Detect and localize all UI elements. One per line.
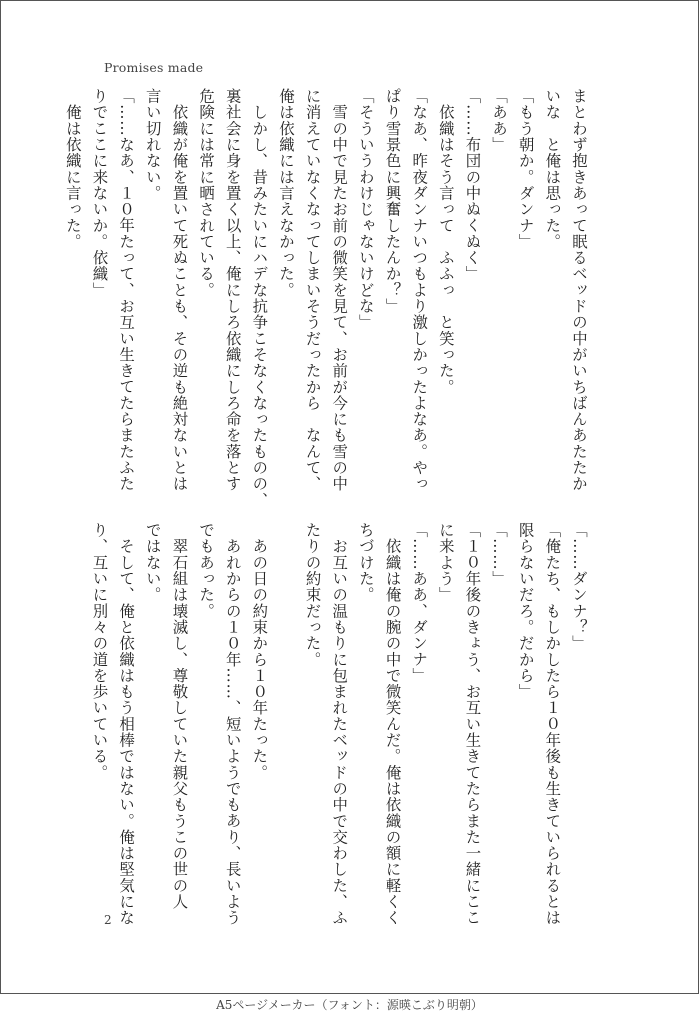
text-line: 「……ダンナ？」 (570, 522, 588, 652)
text-line: 「……ああ、ダンナ」 (410, 522, 429, 684)
footer-caption: A5ページメーカー（フォント：源暎こぶり明朝） (216, 998, 483, 1012)
text-line: 裏社会に身を置く以上、俺にしろ依織にしろ命を落とす (223, 88, 242, 492)
text-line: 依織は俺の腕の中で微笑んだ。俺は依織の額に軽くく (383, 522, 402, 926)
text-line: ぱり雪景色に興奮したんか？」 (383, 88, 402, 315)
text-line: たりの約束だった。 (303, 522, 322, 668)
running-header: Promises made (104, 60, 204, 75)
text-line: あの日の約束から１０年たった。 (250, 522, 269, 781)
text-line: 翠石組は壊滅し、尊敬していた親父もうこの世の人 (170, 522, 189, 910)
text-line: ちづけた。 (356, 522, 375, 603)
text-line: 言い切れない。 (143, 88, 162, 202)
text-line: 「１０年後のきょう、お互い生きてたらまた一緒にここ (463, 522, 482, 926)
text-line: に来よう」 (436, 522, 455, 603)
text-line: に消えていなくなってしまいそうだったから なんて、 (303, 88, 322, 492)
text-line: 「……」 (490, 522, 509, 587)
lower-text-block (90, 522, 592, 926)
text-line: り、互いに別々の道を歩いている。 (90, 522, 109, 781)
text-line: 依織はそう言って ふふっ と笑った。 (436, 88, 455, 395)
text-line: でもあった。 (197, 522, 216, 619)
text-line: 俺は依織には言えなかった。 (276, 88, 295, 298)
text-line: あれからの１０年……、短いようでもあり、長いよう (223, 522, 242, 926)
text-line: 依織が俺を置いて死ぬことも、その逆も絶対ないとは (170, 88, 189, 492)
upper-text-block (63, 88, 592, 508)
text-line: 限らないだろ。だから」 (516, 522, 535, 700)
text-line: まとわず抱きあって眠るベッドの中がいちばんあたたか (570, 88, 588, 492)
text-line: ではない。 (143, 522, 162, 603)
text-line: そして、俺と依織はもう相棒ではない。俺は堅気にな (117, 522, 136, 926)
text-line: 危険には常に晒されている。 (197, 88, 216, 298)
text-line: 「そういうわけじゃないけどな」 (356, 88, 375, 331)
text-line: 「もう朝か。ダンナ」 (516, 88, 535, 250)
text-line: 雪の中で見たお前の微笑を見て、お前が今にも雪の中 (330, 88, 349, 492)
text-line: 「ああ」 (490, 88, 509, 153)
text-line: 俺は依織に言った。 (63, 88, 82, 250)
text-line: りでここに来ないか。依織」 (90, 88, 109, 298)
text-line: お互いの温もりに包まれたベッドの中で交わした、ふ (330, 522, 349, 926)
text-line: 「俺たち、もしかしたら１０年後も生きていられるとは (543, 522, 562, 926)
text-line: いな と俺は思った。 (543, 88, 562, 250)
text-line: しかし、昔みたいにハデな抗争こそなくなったものの、 (250, 88, 269, 508)
text-line: 「……なあ、１０年たって、お互い生きてたらまたふた (117, 88, 136, 492)
text-line: 「……布団の中ぬくぬく」 (463, 88, 482, 282)
page-number: 2 (104, 913, 112, 927)
text-line (272, 522, 299, 907)
text-line: 「なあ、昨夜ダンナいつもより激しかったよなあ。やっ (410, 88, 429, 492)
